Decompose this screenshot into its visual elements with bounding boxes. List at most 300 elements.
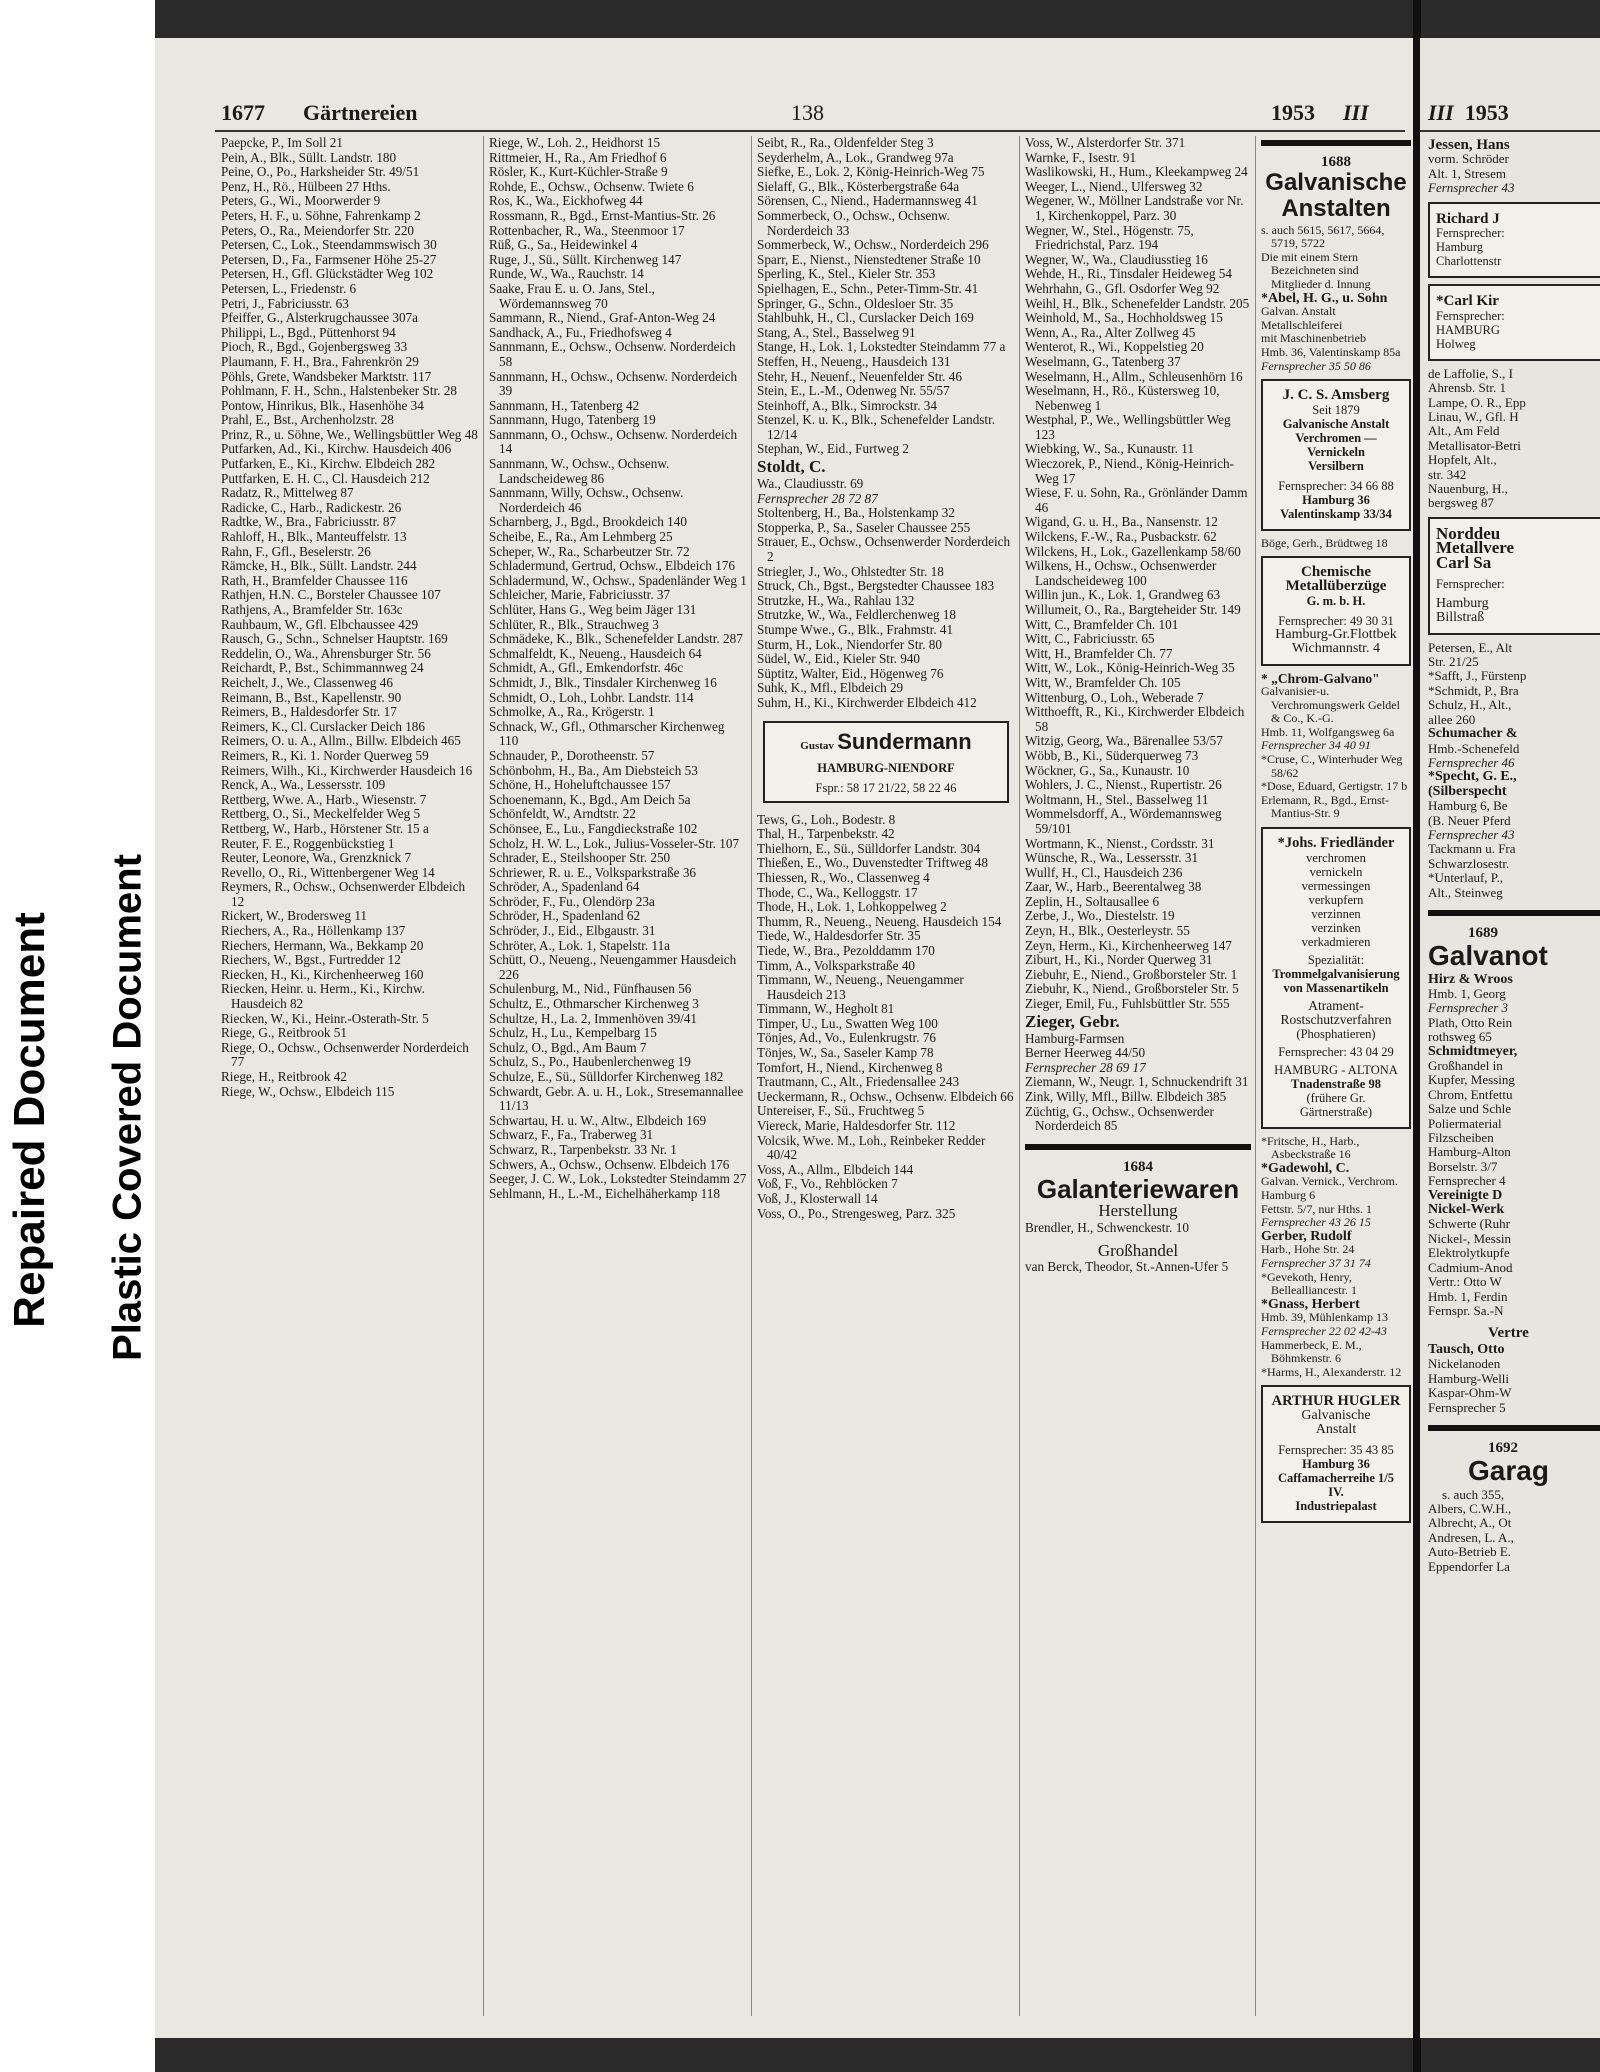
ad-line: Versilbern [1308, 458, 1364, 473]
section-number: 1684 [1123, 1158, 1153, 1175]
list-item: Südel, W., Eid., Kieler Str. 940 [757, 651, 921, 667]
list-item: Schwartau, H. u. W., Altw., Elbdeich 169 [489, 1112, 707, 1128]
list-item: Witt, C., Fabriciusstr. 65 [1025, 631, 1155, 647]
list-item: Rahloff, H., Blk., Manteuffelstr. 13 [221, 529, 407, 545]
section-bar [1428, 910, 1600, 916]
list-item: Str. 21/25 [1428, 654, 1479, 670]
list-item: Schulz, O., Bgd., Am Baum 7 [489, 1039, 647, 1055]
list-item: Witthoefft, R., Ki., Kirchwerder Elbdeich 58 [1025, 704, 1248, 734]
ad-line: von Massenartikeln [1283, 980, 1389, 995]
list-item: Reimers, O. u. A., Allm., Billw. Elbdeich 465 [221, 733, 461, 749]
reference: s. auch 355, [1442, 1486, 1505, 1502]
list-item: *Safft, J., Fürstenp [1428, 668, 1527, 684]
list-item: Schumacher & [1428, 726, 1518, 742]
norddeu-ad [1428, 517, 1600, 635]
gadewohl-line: Galvan. Vernick., Verchrom. [1261, 1174, 1398, 1189]
list-item: Pöhls, Grete, Wandsbeker Marktstr. 117 [221, 368, 432, 384]
list-item: Alt., Am Feld [1428, 423, 1500, 439]
list-item: Voß, J., Klosterwall 14 [757, 1191, 878, 1206]
list-item: Wöckner, G., Sa., Kunaustr. 10 [1025, 762, 1190, 778]
list-item: Weihl, H., Blk., Schenefelder Landstr. 205 [1025, 295, 1250, 311]
list-item: Tackmann u. Fra [1428, 841, 1516, 857]
section-title: Garag [1468, 1454, 1549, 1486]
stoldt-addr: Wa., Claudiusstr. 69 [757, 476, 864, 492]
list-item: Rauhbaum, W., Gfl. Elbchaussee 429 [221, 616, 419, 632]
list-item: Sannmann, O., Ochsw., Ochsenw. Norderdeich 14 [489, 426, 741, 457]
list-item: Rath, H., Bramfelder Chaussee 116 [221, 572, 408, 588]
list-item: Nickel-, Messin [1428, 1230, 1512, 1246]
ad-line: vernickeln [1309, 864, 1363, 879]
list-item: Reichelt, J., We., Classenweg 46 [221, 674, 393, 690]
list-item: Cadmium-Anod [1428, 1259, 1513, 1275]
gnass-line: Hmb. 39, Mühlenkamp 13 [1261, 1310, 1388, 1325]
list-item: Fernsprecher 5 [1428, 1399, 1506, 1415]
list-item: Schröder, H., Spadenland 62 [489, 908, 641, 924]
list-item: Riege, W., Loh. 2., Heidhorst 15 [489, 135, 661, 150]
list-item: Suhk, K., Mfl., Elbdeich 29 [757, 680, 904, 696]
ad-line: Spezialität: [1307, 952, 1365, 967]
right-column [1428, 138, 1600, 1574]
ad-line: Hamburg [1436, 595, 1489, 611]
ad-line: Trommelgalvanisierung [1272, 966, 1400, 981]
list-item: *Dose, Eduard, Gertigstr. 17 b [1261, 779, 1408, 794]
list-item: Thießen, E., Wo., Duvenstedter Triftweg 48 [757, 855, 988, 871]
gadewohl-phone: Fernsprecher 43 26 15 [1261, 1215, 1371, 1230]
header-rule [1420, 130, 1600, 132]
list-item: Rittmeier, H., Ra., Am Friedhof 6 [489, 149, 667, 165]
list-item: Sannmann, Hugo, Tatenberg 19 [489, 412, 656, 428]
list-item: Elektrolytkupfe [1428, 1245, 1510, 1261]
list-item: Rossmann, R., Bgd., Ernst-Mantius-Str. 26 [489, 207, 716, 223]
ad-line: HAMBURG - ALTONA [1274, 1062, 1398, 1077]
repaired-label: Repaired Document [5, 912, 54, 1328]
list-item: Kupfer, Messing [1428, 1072, 1515, 1088]
list-item: Schladermund, Gertrud, Ochsw., Elbdeich 176 [489, 558, 735, 574]
list-item: Petersen, C., Lok., Steendammswisch 30 [221, 237, 437, 253]
list-item: Hamburg 6, Be [1428, 798, 1508, 814]
list-item: Riege, O., Ochsw., Ochsenwerder Norderdeich 77 [221, 1039, 473, 1070]
ad-phone: Fernsprecher: 49 30 31 [1278, 613, 1394, 628]
list-item: Ziebuhr, E., Niend., Großborsteler Str. 1 [1025, 966, 1238, 982]
list-item: Zieger, Emil, Fu., Fuhlsbüttler Str. 555 [1025, 996, 1230, 1012]
ad-name: *Carl Kir [1436, 293, 1499, 310]
list-item: Chrom, Entfettu [1428, 1086, 1513, 1102]
page-number: 138 [791, 100, 824, 125]
list-item: Tiede, W., Haldesdorfer Str. 35 [757, 928, 921, 944]
list-item: Schleicher, Marie, Fabriciusstr. 37 [489, 587, 671, 603]
ad-place: HAMBURG-NIENDORF [817, 760, 955, 775]
zieger-name: Zieger, Gebr. [1025, 1011, 1120, 1031]
ad-line: verkupfern [1308, 892, 1364, 907]
column-3 [757, 136, 1015, 1221]
list-item: Wehrhahn, G., Gfl. Osdorfer Weg 92 [1025, 280, 1220, 296]
list-item: Sannmann, W., Ochsw., Ochsenw. Landscheideweg 86 [489, 456, 673, 486]
list-item: Petersen, E., Alt [1428, 639, 1513, 655]
stoldt-phone: Fernsprecher 28 72 87 [757, 490, 878, 506]
list-item: Stehr, H., Neuenf., Neuenfelder Str. 46 [757, 368, 962, 384]
list-item: Hamburg-Alton [1428, 1144, 1511, 1160]
list-item: Schmidt, J., Blk., Tinsdaler Kirchenweg 16 [489, 674, 717, 690]
ad-line: Industriepalast [1295, 1498, 1377, 1513]
list-item: Reuter, F. E., Roggenbückstieg 1 [221, 835, 395, 851]
list-item: Tausch, Otto [1428, 1341, 1505, 1357]
section-1692 [1428, 1441, 1600, 1486]
list-item: Wullf, H., Cl., Hausdeich 236 [1025, 864, 1183, 880]
list-item: Strauer, E., Ochsw., Ochsenwerder Norderdeich 2 [757, 534, 1014, 565]
list-item: Schriewer, R. u. E., Volksparkstraße 36 [489, 864, 697, 880]
list-item: Untereiser, F., Sü., Fruchtweg 5 [757, 1103, 925, 1119]
list-item: Sammann, R., Niend., Graf-Anton-Weg 24 [489, 310, 716, 326]
ad-phone: Fernsprecher: 34 66 88 [1278, 478, 1394, 493]
list-item: Peters, H. F., u. Söhne, Fahrenkamp 2 [221, 207, 421, 223]
list-item: Spielhagen, E., Schn., Peter-Timm-Str. 41 [757, 280, 979, 296]
section-bar [1261, 140, 1411, 146]
list-item: Schmädeke, K., Blk., Schenefelder Landstr. 287 [489, 631, 743, 647]
list-item: Schmolke, A., Ra., Krögerstr. 1 [489, 704, 655, 720]
list-item: Stopperka, P., Sa., Saseler Chaussee 255 [757, 519, 971, 535]
gerber-phone: Fernsprecher 37 31 74 [1261, 1255, 1371, 1270]
list-item: Pontow, Hinrikus, Blk., Hasenhöhe 34 [221, 397, 424, 413]
list-item: Poliermaterial [1428, 1115, 1502, 1131]
list-item: Wilkens, H., Ochsw., Ochsenwerder Landscheideweg 100 [1025, 558, 1220, 588]
ad-line: Metallüberzüge [1285, 577, 1387, 594]
gadewohl-line: Hamburg 6 [1261, 1188, 1316, 1202]
list-item: Weselmann, H., Rö., Küstersweg 10, Nebenweg 1 [1025, 383, 1223, 413]
ad-name: Richard J [1436, 210, 1500, 227]
list-item: Woltmann, H., Stel., Basselweg 11 [1025, 791, 1209, 807]
list-item: Runde, W., Wa., Rauchstr. 14 [489, 266, 644, 282]
zieger-phone: Fernsprecher 28 69 17 [1025, 1059, 1146, 1075]
list-item: Schulz, H., Lu., Kempelbarg 15 [489, 1025, 657, 1041]
list-item: Rettberg, O., Si., Meckelfelder Weg 5 [221, 806, 421, 822]
list-item: str. 342 [1428, 466, 1467, 482]
list-item: Schladermund, W., Ochsw., Spadenländer Weg 1 [489, 572, 747, 588]
ad-line: Hamburg [1436, 240, 1483, 255]
list-item: Sannmann, H., Tatenberg 42 [489, 397, 640, 413]
list-item: Schmidt, O., Loh., Lohbr. Landstr. 114 [489, 689, 694, 705]
list-item: Philippi, L., Bgd., Püttenhorst 94 [221, 324, 396, 340]
list-item: Timmann, W., Hegholt 81 [757, 1001, 895, 1017]
list-item: *Harms, H., Alexanderstr. 12 [1261, 1364, 1402, 1379]
list-item: Petri, J., Fabriciusstr. 63 [221, 295, 349, 311]
ad-line: verzinnen [1311, 906, 1361, 921]
list-item: Metallisator-Betri [1428, 437, 1521, 453]
list-item: Ros, K., Wa., Eickhofweg 44 [489, 193, 643, 209]
list-item: Sörensen, C., Niend., Hadermannsweg 41 [757, 193, 978, 209]
list-item: Jessen, Hans [1428, 137, 1510, 153]
list-item: Riecken, Heinr. u. Herm., Ki., Kirchw. Hausdeich 82 [221, 981, 429, 1012]
divider [751, 136, 752, 2016]
list-item: Stumpe Wwe., G., Blk., Frahmstr. 41 [757, 622, 954, 637]
list-item: Ziemann, W., Neugr. 1, Schnuckendrift 31 [1025, 1074, 1249, 1090]
ad-line: (frühere Gr. Gärtnerstraße) [1299, 1090, 1373, 1119]
list-item: Pfeiffer, G., Alsterkrugchaussee 307a [221, 310, 418, 326]
list-item: Schönfeldt, W., Arndtstr. 22 [489, 806, 636, 822]
ad-line: Chemische [1301, 564, 1371, 581]
list-item: Ueckermann, R., Ochsw., Ochsenw. Elbdeich 66 [757, 1088, 1014, 1104]
list-item: Schnack, W., Gfl., Othmarscher Kirchenweg 110 [489, 718, 728, 749]
list-item: Saake, Frau E. u. O. Jans, Stel., Wördemannsweg 70 [489, 280, 658, 311]
list-item: Reimers, K., Cl. Curslacker Deich 186 [221, 718, 425, 734]
list-item: vorm. Schröder [1428, 151, 1509, 167]
page-header [221, 100, 1411, 140]
list-item: Hmb. 1, Ferdin [1428, 1288, 1508, 1304]
section-1689 [1428, 926, 1600, 971]
section-bar [1025, 1144, 1251, 1150]
list-item: Radatz, R., Mittelweg 87 [221, 485, 354, 501]
list-item: Riecken, W., Ki., Heinr.-Osterath-Str. 5 [221, 1010, 429, 1026]
list-item: Renck, A., Wa., Lessersstr. 109 [221, 777, 386, 793]
list-item: Reimann, B., Bst., Kapellenstr. 90 [221, 689, 402, 705]
list-item: Stephan, W., Eid., Furtweg 2 [757, 441, 910, 457]
chemische-ad [1261, 556, 1411, 665]
ad-line: (Phosphatieren) [1296, 1026, 1376, 1041]
list-item: Paepcke, P., Im Soll 21 [221, 135, 343, 150]
list-item: Stang, A., Stel., Basselweg 91 [757, 324, 916, 340]
list-item: Vertr.: Otto W [1428, 1274, 1502, 1290]
list-item: Lampe, O. R., Epp [1428, 394, 1526, 410]
list-item: Großhandel in [1428, 1058, 1503, 1073]
list-item: Wommelsdorff, A., Wördemannsweg 59/101 [1025, 806, 1225, 836]
list-item: *Gevekoth, Henry, Bellealliancestr. 1 [1261, 1269, 1357, 1298]
list-item: Westphal, P., We., Wellingsbüttler Weg 123 [1025, 412, 1234, 442]
list-item: Wilckens, F.-W., Ra., Pusbackstr. 62 [1025, 529, 1217, 545]
carl-ad [1428, 284, 1600, 361]
list-item: Züchtig, G., Ochsw., Ochsenwerder Norderdeich 85 [1025, 1103, 1218, 1134]
ad-line: Rostschutzverfahren [1280, 1011, 1392, 1027]
gerber-line: Harb., Hohe Str. 24 [1261, 1242, 1355, 1257]
chrom-phone: Fernsprecher 34 40 91 [1261, 738, 1371, 753]
ad-line: Charlottenstr [1436, 254, 1502, 269]
list-item: Ruge, J., Sü., Süllt. Kirchenweg 147 [489, 251, 682, 267]
list-item: Schöne, H., Hoheluftchaussee 157 [489, 777, 671, 793]
list-item: Peine, O., Po., Harksheider Str. 49/51 [221, 164, 420, 180]
ad-line: Holweg [1436, 336, 1476, 351]
list-item: Rahn, F., Gfl., Beselerstr. 26 [221, 543, 371, 559]
list-item: Zeyn, Herm., Ki., Kirchenheerweg 147 [1025, 937, 1232, 953]
list-item: allee 260 [1428, 711, 1476, 727]
ad-line: Tnadenstraße 98 [1291, 1076, 1381, 1091]
ad-line: HAMBURG [1436, 322, 1500, 337]
list-item: Plath, Otto Rein [1428, 1014, 1513, 1030]
list-item: Wigand, G. u. H., Ba., Nansenstr. 12 [1025, 514, 1218, 530]
gadewohl-line: Fettstr. 5/7, nur Hths. 1 [1261, 1201, 1373, 1216]
ad-line: Galvanische [1301, 1407, 1371, 1423]
list-item: Sommerbeck, W., Ochsw., Norderdeich 296 [757, 237, 989, 253]
ad-line: Fernsprecher: [1436, 308, 1505, 323]
list-item: Vereinigte D [1428, 1187, 1503, 1203]
list-item: van Berck, Theodor, St.-Annen-Ufer 5 [1025, 1259, 1229, 1275]
stoldt-name: Stoldt, C. [757, 457, 826, 477]
list-item: Rämcke, H., Blk., Süllt. Landstr. 244 [221, 558, 417, 574]
list-item: Voss, A., Allm., Elbdeich 144 [757, 1161, 914, 1177]
list-item: Thode, C., Wa., Kelloggstr. 17 [757, 884, 918, 900]
list-item: Thumm, R., Neueng., Neueng. Hausdeich 154 [757, 913, 1002, 929]
list-item: Alt., Steinweg [1428, 884, 1503, 900]
list-item: Schlüter, R., Blk., Strauchweg 3 [489, 616, 659, 632]
list-item: Rettberg, W., Harb., Hörstener Str. 15 a [221, 820, 429, 836]
list-item: Sparr, E., Nienst., Nienstedtener Straße 10 [757, 251, 981, 267]
list-item: Peters, O., Ra., Meiendorfer Str. 220 [221, 222, 415, 238]
list-item: Schultze, H., La. 2, Immenhöven 39/41 [489, 1010, 698, 1026]
ad-name: Sundermann [837, 728, 972, 754]
list-item: Schwerte (Ruhr [1428, 1216, 1510, 1232]
list-item: Weinhold, M., Sa., Hochholdsweg 15 [1025, 310, 1223, 326]
list-item: Strutzke, W., Wa., Feldlerchenweg 18 [757, 607, 957, 623]
section-number: 1677 [221, 100, 265, 125]
ad-name: ARTHUR HUGLER [1271, 1393, 1401, 1410]
list-item: Sturm, H., Lok., Niendorfer Str. 80 [757, 636, 942, 652]
list-item: Schlüter, Hans G., Weg beim Jäger 131 [489, 602, 697, 617]
list-item: Wöbb, B., Ki., Süderquerweg 73 [1025, 747, 1199, 763]
list-item: Schulz, S., Po., Haubenlerchenweg 19 [489, 1054, 691, 1070]
list-item: Pein, A., Blk., Süllt. Landstr. 180 [221, 149, 397, 165]
gnass-phone: Fernsprecher 22 02 42-43 [1261, 1323, 1387, 1338]
list-item: Hamburg-Welli [1428, 1370, 1510, 1386]
list-item: Weeger, L., Niend., Ulfersweg 32 [1025, 178, 1203, 194]
list-item: Witt, H., Bramfelder Ch. 77 [1025, 645, 1173, 661]
list-item: Sommerbeck, O., Ochsw., Ochsenw. Norderdeich 33 [757, 207, 954, 238]
ad-name: Metallvere [1436, 538, 1515, 558]
list-item: Stenzel, K. u. K., Blk., Schenefelder Landstr. 12/14 [757, 412, 999, 442]
list-item: Weselmann, H., Allm., Schleusenhörn 16 [1025, 368, 1243, 384]
list-item: Trautmann, C., Alt., Friedensallee 243 [757, 1074, 960, 1090]
list-item: *Schmidt, P., Bra [1428, 682, 1519, 698]
ad-line: Valentinskamp 33/34 [1280, 506, 1392, 521]
list-item: Wegner, W., Wa., Claudiusstieg 16 [1025, 251, 1208, 267]
list-item: Riechers, Hermann, Wa., Bekkamp 20 [221, 937, 424, 953]
list-item: Hmb. 1, Georg [1428, 985, 1506, 1001]
list-item: Albrecht, A., Ot [1428, 1515, 1512, 1531]
list-item: (Silberspecht [1428, 783, 1507, 799]
list-item: Scheper, W., Ra., Scharbeutzer Str. 72 [489, 543, 690, 559]
list-item: Schulz, H., Alt., [1428, 697, 1512, 713]
list-item: Reimers, R., Ki. 1. Norder Querweg 59 [221, 747, 429, 763]
list-item: Radicke, C., Harb., Radickestr. 26 [221, 499, 402, 515]
list-item: Schwardt, Gebr. A. u. H., Lok., Stresemannallee 11/13 [489, 1083, 747, 1114]
list-item: Wortmann, K., Nienst., Cordsstr. 31 [1025, 835, 1215, 851]
list-item: Zeyn, H., Blk., Oesterleystr. 55 [1025, 923, 1190, 939]
list-item: rothsweg 65 [1428, 1029, 1492, 1045]
list-item: Siefke, E., Lok. 2, König-Heinrich-Weg 75 [757, 164, 985, 180]
list-item: Filzscheiben [1428, 1130, 1494, 1146]
ad-line: Seit 1879 [1312, 402, 1360, 417]
list-item: Andresen, L. A., [1428, 1529, 1514, 1545]
section-1688 [1261, 156, 1411, 222]
list-item: Fernsprecher 43 [1428, 180, 1515, 196]
section-bar [1428, 1425, 1600, 1431]
ad-phone: Fernsprecher: 43 04 29 [1278, 1044, 1394, 1059]
ad-prefix: Gustav [800, 739, 834, 752]
list-item: Wilckens, H., Lok., Gazellenkamp 58/60 [1025, 543, 1241, 559]
list-item: Timmann, W., Neueng., Neuengammer Hausdeich 213 [757, 972, 968, 1002]
ad-line: Fernsprecher: [1436, 576, 1505, 591]
list-item: Puttfarken, E. H. C., Cl. Hausdeich 212 [221, 470, 430, 486]
list-item: Timm, A., Volksparkstraße 40 [757, 957, 916, 973]
list-item: Riechers, A., Ra., Höllenkamp 137 [221, 923, 406, 939]
list-item: Böge, Gerh., Brüdtweg 18 [1261, 535, 1388, 550]
ad-line: Atrament- [1308, 997, 1364, 1013]
list-item: Borselstr. 3/7 [1428, 1158, 1498, 1174]
list-item: Schwarzlosestr. [1428, 855, 1510, 871]
list-item: Wohlers, J. C., Nienst., Rupertistr. 26 [1025, 777, 1222, 793]
list-item: Voß, F., Vo., Rehblöcken 7 [757, 1176, 898, 1192]
list-item: Peters, G., Wi., Moorwerder 9 [221, 193, 381, 209]
list-item: Stange, H., Lok. 1, Lokstedter Steindamm 77 a [757, 339, 1006, 355]
list-item: Süptitz, Walter, Eid., Högenweg 76 [757, 665, 944, 681]
section-number: 1688 [1321, 154, 1351, 170]
list-item: Springer, G., Schn., Oldesloer Str. 35 [757, 295, 954, 311]
list-item: Voss, O., Po., Strengesweg, Parz. 325 [757, 1205, 956, 1221]
abel-name: *Abel, H. G., u. Sohn [1261, 290, 1388, 306]
list-item: Ziburt, H., Ki., Norder Querweg 31 [1025, 952, 1213, 968]
plastic-label: Plastic Covered Document [105, 854, 150, 1361]
year: 1953 [1271, 100, 1315, 125]
gerber-name: Gerber, Rudolf [1261, 1228, 1352, 1244]
list-item: Voss, W., Alsterdorfer Str. 371 [1025, 135, 1186, 150]
list-item: Wenn, A., Ra., Alter Zollweg 45 [1025, 324, 1196, 340]
ad-line: Anstalt [1315, 1421, 1357, 1437]
directory-page [155, 38, 1415, 2038]
list-item: Schröder, A., Spadenland 64 [489, 879, 640, 895]
list-item: *Specht, G. E., [1428, 769, 1517, 785]
ad-line: vermessingen [1301, 878, 1371, 893]
subheading: Großhandel [1097, 1240, 1179, 1260]
section-title: Galanteriewaren [1036, 1174, 1240, 1205]
list-item: Zeplin, H., Soltausallee 6 [1025, 893, 1160, 909]
list-item: Rathjens, A., Bramfelder Str. 163c [221, 602, 403, 617]
list-item: (B. Neuer Pferd [1428, 812, 1511, 828]
list-item: *Cruse, C., Winterhuder Weg 58/62 [1261, 752, 1406, 780]
list-item: *Fritsche, H., Harb., Asbeckstraße 16 [1261, 1133, 1362, 1162]
ad-line: Hamburg 36 [1302, 492, 1370, 507]
list-item: de Laffolie, S., I [1428, 365, 1513, 381]
list-item: Sehlmann, H., L.-M., Eichelhäherkamp 118 [489, 1185, 720, 1201]
list-item: Sannmann, E., Ochsw., Ochsenw. Norderdeich 58 [489, 339, 739, 369]
hugler-ad [1261, 1385, 1411, 1523]
list-item: Rickert, W., Brodersweg 11 [221, 908, 368, 924]
list-item: Scheibe, E., Ra., Am Lehmberg 25 [489, 529, 673, 545]
list-item: Fernspr. Sa.-N [1428, 1302, 1504, 1318]
list-item: Kaspar-Ohm-W [1428, 1385, 1512, 1401]
amsberg-ad [1261, 379, 1411, 531]
ad-line: Hamburg 36 [1302, 1456, 1370, 1471]
chrom-name: * „Chrom-Galvano" [1261, 670, 1380, 686]
list-item: Steinhoff, A., Blk., Simrockstr. 34 [757, 397, 937, 413]
list-item: Rausch, G., Schn., Schnelser Hauptstr. 169 [221, 631, 448, 647]
ad-name: J. C. S. Amsberg [1282, 387, 1390, 404]
list-item: Radtke, W., Bra., Fabriciusstr. 87 [221, 514, 397, 530]
next-page [1420, 38, 1600, 2038]
list-item: Thielhorn, E., Sü., Sülldorfer Landstr. 304 [757, 840, 981, 856]
list-item: Ziebuhr, K., Niend., Großborsteler Str. 5 [1025, 981, 1239, 997]
list-item: Schultz, E., Othmarscher Kirchenweg 3 [489, 996, 699, 1012]
list-item: Brendler, H., Schwenckestr. 10 [1025, 1219, 1189, 1235]
list-item: Hirz & Wroos [1428, 971, 1513, 987]
list-item: Schnauder, P., Dorotheenstr. 57 [489, 747, 655, 763]
chrom-line: Galvanisier-u. Verchromungswerk Geldel & Co., K.-G. [1261, 684, 1403, 726]
abel-phone: Fernsprecher 35 50 86 [1261, 358, 1371, 373]
ad-phone: Fernsprecher: 35 43 85 [1278, 1442, 1394, 1457]
list-item: Nickel-Werk [1428, 1202, 1505, 1218]
ad-name: Norddeu [1436, 523, 1501, 543]
section-number: 1689 [1468, 924, 1498, 941]
divider [483, 136, 484, 2016]
list-item: Wenterot, R., Wi., Koppelstieg 20 [1025, 339, 1204, 355]
list-item: Struck, Ch., Bgst., Bergstedter Chaussee 183 [757, 578, 995, 594]
reference: s. auch 5615, 5617, 5664, 5719, 5722 [1261, 222, 1388, 251]
list-item: Warnke, F., Isestr. 91 [1025, 149, 1137, 165]
